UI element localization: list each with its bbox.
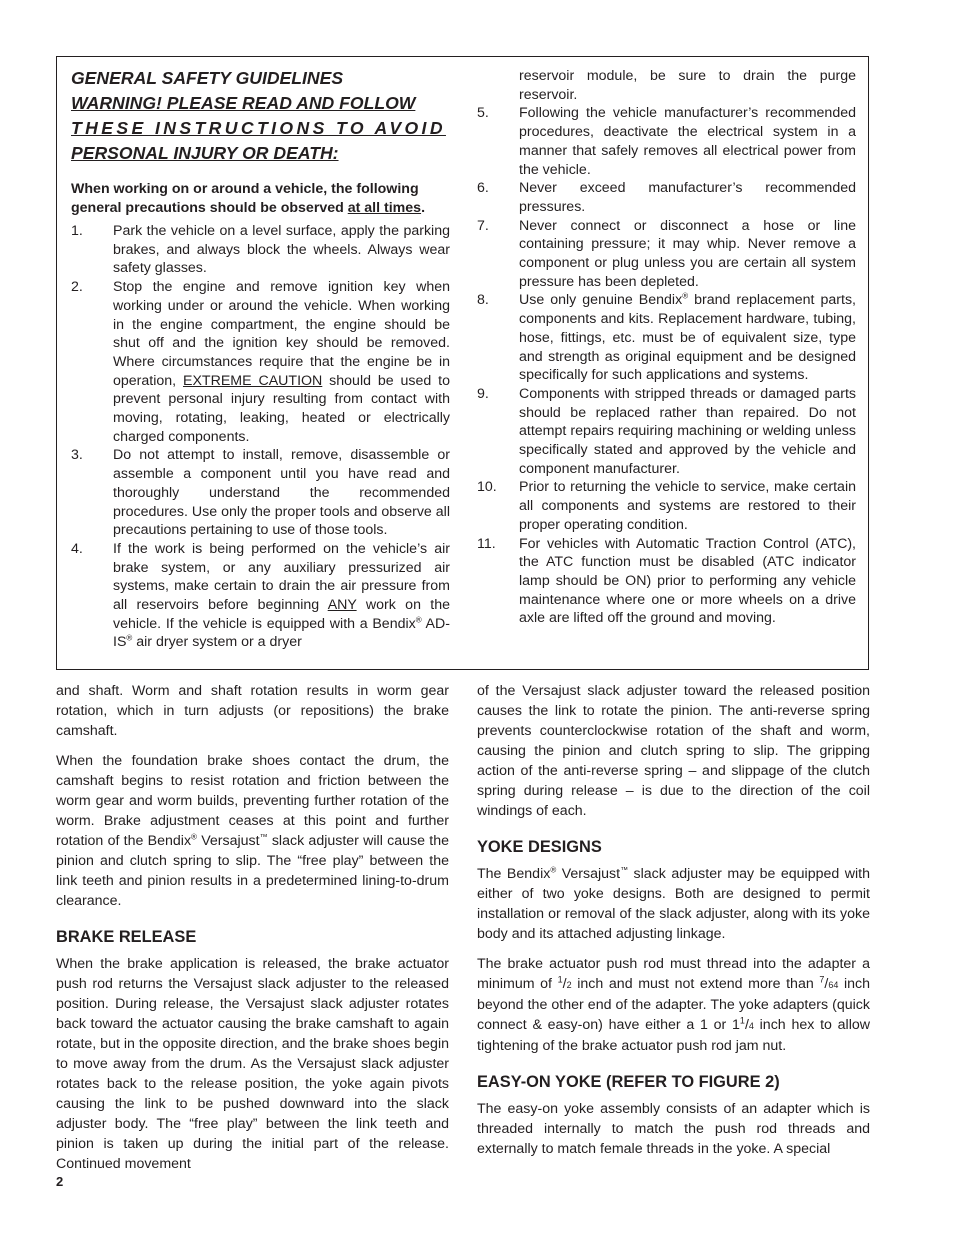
rule-number: 6. (477, 180, 489, 197)
safety-rule-4-continued: reservoir module, be sure to drain the purge reservoir. (519, 68, 856, 103)
safety-rule-11 (477, 535, 856, 629)
safety-warning-line1: WARNING! PLEASE READ AND FOLLOW (71, 93, 416, 113)
fraction-denominator: 4 (748, 1021, 754, 1031)
rule-text: For vehicles with Automatic Traction Control (ATC), the ATC function must be disabled (ATC indicator lamp should be ON) prior to performing any vehicle maintenance where one or more wheels on a drive axle are lifted off the ground and moving. (519, 535, 856, 627)
paragraph-text: inch hex to allow tightening of the brake actuator push rod jam nut. (477, 1017, 870, 1054)
trademark-mark: ™ (259, 832, 268, 842)
page-number: 2 (56, 1174, 64, 1189)
safety-intro (71, 180, 450, 218)
registered-mark: ® (126, 633, 133, 643)
safety-rule-2 (71, 278, 450, 446)
rule-text: Never exceed manufacturer’s recommended pressures. (519, 180, 856, 215)
rule-text: Never connect or disconnect a hose or line containing pressure; it may whip. Never remove a component or plug unless you are certain all system pressure has been depleted. (519, 217, 856, 290)
paragraph (477, 864, 870, 944)
rule-text: Park the vehicle on a level surface, apply the parking brakes, and always block the wheels. Always wear safety glasses. (113, 223, 450, 277)
rule-emphasis: EXTREME CAUTION (182, 372, 323, 389)
safety-rule-1 (71, 222, 450, 278)
rule-text: Following the vehicle manufacturer’s recommended procedures, deactivate the electrical system in a manner that safely removes all electrical power from the vehicle. (519, 105, 856, 178)
rule-text: Use only genuine Bendix (519, 292, 683, 309)
rule-number: 1. (71, 223, 83, 239)
safety-right-column (477, 67, 856, 628)
safety-rule-6 (477, 179, 856, 216)
rule-text: brand replacement parts, components and kits. Replacement hardware, tubing, hose, fittings, etc. must be of equivalent size, type and strength as original equipment and be designed specifically for such applications and systems. (519, 292, 856, 384)
rule-text: air dryer system or a dryer (132, 634, 302, 651)
safety-intro-emphasis: at all times (347, 200, 422, 216)
rule-number: 4. (71, 540, 83, 557)
rule-number: 7. (477, 217, 489, 234)
registered-mark: ® (191, 832, 197, 842)
registered-mark: ® (415, 615, 422, 625)
rule-text: AD-IS (113, 615, 450, 651)
rule-number: 10. (477, 479, 497, 496)
section-heading-yoke-designs: YOKE DESIGNS (477, 838, 602, 856)
safety-intro-end: . (421, 200, 426, 216)
safety-rules-list-left (71, 222, 450, 652)
section-heading-brake-release: BRAKE RELEASE (56, 928, 197, 946)
safety-rule-5 (477, 104, 856, 179)
fraction-denominator: 64 (828, 980, 839, 990)
paragraph: When the brake application is released, the brake actuator push rod returns the Versajust slack adjuster to the released position. During release, the Versajust slack adjuster rotates back toward the actuator causing the brake camshaft to again rotate, but in the opposite direction, and the brake shoes begin to move away from the drum. As the Versajust slack adjuster rotates back to the release position, the yoke again pivots causing the link to be pushed downward into the slack adjuster body. The “free play” between the link teeth and pinion is taken up during the initial part of the release. Continued movement (56, 956, 449, 1172)
safety-title (71, 66, 450, 166)
registered-mark: ® (550, 865, 557, 875)
paragraph-text: slack adjuster will cause the pinion and clutch spring to slip. The “free play” between the link teeth and pinion results in a predetermined lining-to-drum clearance. (56, 833, 449, 909)
fraction-numerator: 1 (557, 974, 563, 985)
safety-intro-text: When working on or around a vehicle, the following general precautions should be observed (71, 181, 419, 216)
fraction-denominator: 2 (566, 980, 572, 990)
safety-rules-list-right (477, 104, 856, 628)
trademark-mark: ™ (620, 865, 629, 875)
safety-left-column (71, 66, 450, 652)
paragraph: and shaft. Worm and shaft rotation results in worm gear rotation, which in turn adjusts (or repositions) the brake camshaft. (56, 683, 449, 739)
rule-text: should be used to prevent personal injury resulting from contact with moving, rotating, leaking, heated or electrically charged components. (113, 372, 450, 445)
body-right-column (477, 681, 870, 1169)
paragraph-text: The Bendix (477, 866, 551, 882)
safety-rule-10 (477, 478, 856, 534)
paragraph-text: When the foundation brake shoes contact the drum, the camshaft begins to resist rotation and friction between the worm gear and worm builds, preventing further rotation of the worm. Brake adjustment ceases at this point and further rotation of the Bendix (56, 753, 449, 849)
rule-number: 8. (477, 292, 489, 309)
rule-text: Components with stripped threads or damaged parts should be replaced rather than repaired. Do not attempt repairs requiring machining or welding unless specifically stated and approved by the vehicle and component manufacturer. (519, 385, 856, 477)
safety-rule-7 (477, 217, 856, 292)
paragraph-text: inch and must not extend more than (571, 976, 820, 992)
safety-warning-line2: THESE INSTRUCTIONS TO AVOID (71, 118, 446, 138)
registered-mark: ® (682, 291, 689, 301)
rule-text: work on the vehicle. If the vehicle is equipped with a Bendix (113, 597, 450, 632)
paragraph-text: slack adjuster may be equipped with either of two yoke designs. Both are designed to permit installation or removal of the slack adjuster, along with its yoke body and its attached adjusting linkage. (477, 866, 870, 942)
section-heading-easy-on-yoke: EASY-ON YOKE (REFER TO FIGURE 2) (477, 1073, 780, 1091)
rule-number: 2. (71, 279, 83, 296)
rule-text: Stop the engine and remove ignition key when working under or around the vehicle. When working in the engine compartment, the engine should be shut off and the ignition key should be removed. Where circumstances require that the engine be in operation, (113, 279, 450, 389)
paragraph: The brake actuator push rod must thread into the adapter a minimum of $^1$/2 inch and must not extend more than $^7$/64 inch beyond the other end of the adapter. The yoke adapters (quick connect & easy-on) have either a 1 or $1^1/4$ inch hex to allow tightening of the brake actuator push rod jam nut. (477, 956, 870, 1054)
fraction-numerator: 7 (819, 974, 825, 985)
paragraph (56, 751, 449, 911)
safety-title-line1: GENERAL SAFETY GUIDELINES (71, 68, 344, 88)
paragraph: of the Versajust slack adjuster toward the released position causes the link to rotate the pinion. The anti-reverse spring prevents counterclockwise rotation of the shaft and worm, causing the pinion and clutch spring to slip. The gripping action of the anti-reverse spring – and slippage of the clutch spring during release – is due to the direction of the coil windings of each. (477, 683, 870, 819)
rule-number: 3. (71, 447, 83, 464)
safety-rule-3 (71, 446, 450, 540)
rule-text: If the work is being performed on the vehicle’s air brake system, or any auxiliary pressurized air systems, make certain to drain the air pressure from all reservoirs before beginning (113, 540, 450, 614)
rule-number: 9. (477, 385, 489, 402)
rule-text: Do not attempt to install, remove, disassemble or assemble a component until you have read and thoroughly understand the recommended procedures. Use only the proper tools and observe all precautions pertaining to use of those tools. (113, 447, 450, 539)
fraction-numerator: 1 (739, 1015, 745, 1026)
rule-text: Prior to returning the vehicle to service, make certain all components and systems are restored to their proper operating condition. (519, 479, 856, 533)
paragraph-text: Versajust (556, 866, 621, 882)
safety-rule-8 (477, 291, 856, 385)
body-left-column (56, 681, 449, 1184)
rule-emphasis: ANY (327, 597, 357, 614)
safety-warning-line3: PERSONAL INJURY OR DEATH: (71, 143, 339, 163)
rule-number: 11. (477, 535, 496, 552)
paragraph-text: inch beyond the other end of the adapter. The yoke adapters (quick connect & easy-on) have either a 1 or 1 (477, 976, 870, 1033)
safety-rule-4 (71, 540, 450, 652)
rule-number: 5. (477, 105, 489, 122)
paragraph-text: The brake actuator push rod must thread into the adapter a minimum of (477, 956, 870, 992)
paragraph-text: Versajust (196, 833, 260, 849)
safety-rule-9 (477, 385, 856, 479)
paragraph: The easy-on yoke assembly consists of an adapter which is threaded internally to match the push rod threads and externally to match female threads in the yoke. A special (477, 1101, 870, 1157)
